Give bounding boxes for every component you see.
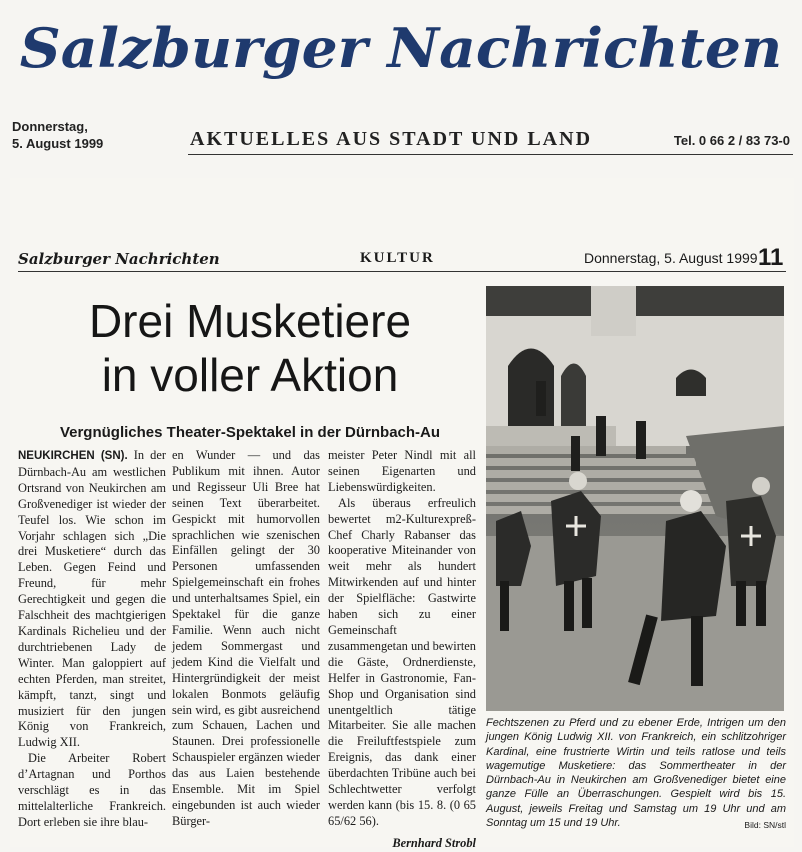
- article-column-3: [328, 448, 476, 852]
- newspaper-clipping: [10, 178, 794, 850]
- paragraph: Als überaus erfreulich bewertet m2-Kulturexpreß-Chef Charly Rabanser das kooperative Miteinander von weit mehr als hundert Mitwirkenden auf und hinter der Spielfläche: Gastwirte haben sich zu einer Gemeinschaft zusammengetan und bewirten die Gäste, Ordnerdienste, Helfer in Gastronomie, Fan-Shop und Organisation sind unentgeltlich tätige Mitarbeiter. Sie alle machen die Freiluftfestspiele zum Ereignis, das dank einer überdachten Tribüne auch bei Schlechtwetter verfolgt werden kann (bis 15. 8. (0 65 65/62 56).: [328, 495, 476, 828]
- masthead-date: [12, 118, 103, 152]
- caption-text: Fechtszenen zu Pferd und zu ebener Erde, Intrigen um den jungen König Ludwig XII. von Frankreich, ein schlitzohriger Kardinal, eine frustrierte Wirtin und teils ratlose und teils wagemutige Musketiere: das Sommertheater in der Dürnbach-Au in Neukirchen am Großvenediger bietet eine ganze Fülle an Überraschungen. Gespielt wird bis 15. August, jeweils Freitag und Samstag um 19 Uhr und am Sonntag um 15 und 19 Uhr.: [486, 717, 786, 830]
- article-photo: [486, 286, 784, 711]
- article-column-1: [18, 448, 166, 831]
- masthead-weekday: Donnerstag,: [12, 119, 88, 134]
- masthead-motto: AKTUELLES AUS STADT UND LAND: [190, 128, 593, 150]
- masthead-logo: Salzburger Nachrichten: [19, 16, 783, 80]
- clip-logo: Salzburger Nachrichten: [18, 250, 220, 268]
- clip-date: Donnerstag, 5. August 1999: [584, 250, 758, 266]
- page-number: 11: [758, 244, 784, 271]
- masthead-date-value: 5. August 1999: [12, 136, 104, 151]
- masthead-phone: Tel. 0 66 2 / 83 73-0: [673, 133, 790, 148]
- article-headline: [20, 294, 480, 402]
- masthead-divider: [188, 154, 793, 155]
- article-column-2: [172, 448, 320, 830]
- paragraph: In der Dürnbach-Au am westlichen Ortsrand von Neukirchen am Großvenediger ist wieder der Teufel los. Wie schon im Vorjahr schlagen sich „Die drei Musketiere“ durch das Leben. Gegen Feind und Freund, für mehr Gerechtigkeit und gegen die Falschheit des machtgierigen Kardinals Richelieu und der durchtriebenen Lady de Winter. Man galoppiert auf echten Pferden, man streitet, kämpft, tanzt, singt und musiziert für den jungen König von Frankreich, Ludwig XII.: [18, 448, 166, 750]
- article-subhead: Vergnügliches Theater-Spektakel in der Dürnbach-Au: [59, 424, 441, 441]
- paragraph: en Wunder — und das Publikum mit ihnen. Autor und Regisseur Uli Bree hat seinen Text überarbeitet. Gespickt mit humorvollen sprachlichen wie szenischen Einfällen gelingt der 30 Personen umfassenden Spielgemeinschaft ein frohes und unterhaltsames Spiel, ein Spektakel für die ganze Familie. Wenn auch nicht jedem Sommergast und jedem Kind die Vielfalt und Hintergründigkeit der meist lokalen Bonmots geläufig sein wird, es gibt ausreichend zum Schauen, Lachen und Staunen. Drei professionelle Schauspieler ergänzen wieder das aus Laien bestehende Ensemble. Mit im Spiel eingebunden ist auch wieder Bürger-: [172, 448, 320, 828]
- section-label: KULTUR: [360, 250, 435, 266]
- photo-caption: [486, 716, 786, 832]
- paragraph: Die Arbeiter Robert d’Artagnan und Porthos verschlägt es in das mittelalterliche Frankreich. Dort erleben sie ihre blau-: [18, 751, 166, 829]
- stage-scene-illustration: [486, 286, 784, 711]
- header-divider: [18, 271, 786, 272]
- paragraph: meister Peter Nindl mit all seinen Eigenarten und Liebenswürdigkeiten.: [328, 448, 476, 494]
- photo-credit: Bild: SN/stl: [744, 820, 786, 831]
- author-byline: Bernhard Strobl: [392, 835, 476, 850]
- headline-line-2: in voller Aktion: [101, 349, 399, 401]
- dateline: NEUKIRCHEN (SN).: [18, 450, 128, 462]
- headline-line-1: Drei Musketiere: [88, 295, 412, 347]
